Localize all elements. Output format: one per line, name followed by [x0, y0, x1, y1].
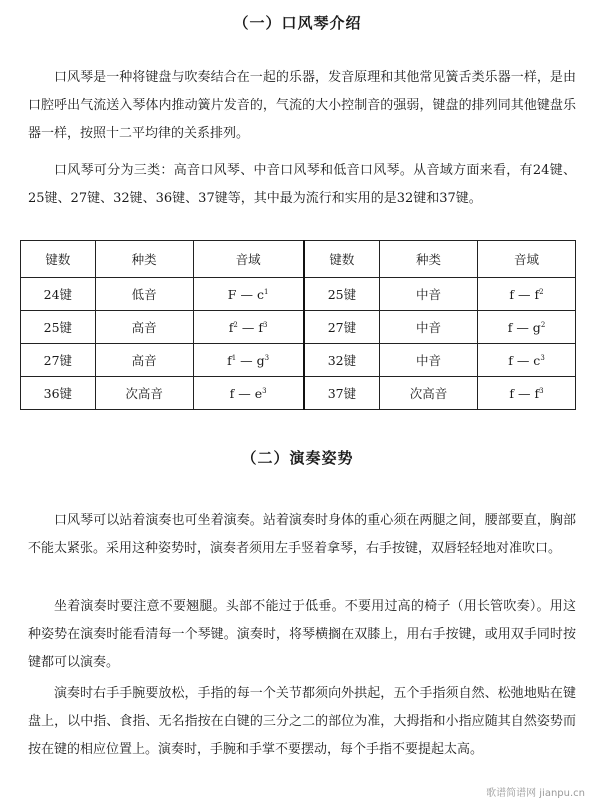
table-row	[21, 344, 576, 377]
type-cell: 次高音	[95, 377, 193, 410]
range-high-note: c	[533, 352, 541, 368]
table-header-cell: 键数	[304, 241, 380, 278]
range-high-octave: 3	[540, 353, 545, 362]
table-header-cell: 键数	[21, 241, 96, 278]
range-cell	[477, 344, 575, 377]
section-heading-intro: （一）口风琴介绍	[233, 14, 362, 32]
range-low-note: f	[508, 352, 513, 368]
key-count-cell: 27键	[304, 311, 380, 344]
paragraph-intro-2: 口风琴可分为三类：高音口风琴、中音口风琴和低音口风琴。从音域方面来看，有24键、25键、27键、32键、36键、37键等，其中最为流行和实用的是32键和37键。	[28, 163, 576, 206]
key-count-cell: 24键	[21, 278, 96, 311]
range-high-note: f	[258, 319, 263, 335]
table-header-cell: 种类	[95, 241, 193, 278]
range-low-note: F	[227, 286, 237, 302]
paragraph-posture-2: 坐着演奏时要注意不要翘腿。头部不能过于低垂。不要用过高的椅子（用长管吹奏）。用这种姿势在演奏时能看清每一个琴键。演奏时，将琴横搁在双膝上，用右手按键，或用双手同时按键都可以演奏。	[28, 599, 576, 670]
range-cell	[477, 311, 575, 344]
range-low-note: f	[509, 385, 515, 401]
range-high-octave: 2	[540, 320, 546, 329]
range-high-note: e	[254, 385, 263, 401]
key-count-cell: 25键	[21, 311, 96, 344]
range-dash: —	[514, 385, 535, 401]
range-low-octave: 1	[231, 353, 237, 362]
type-cell: 高音	[95, 311, 193, 344]
range-low-octave: 2	[233, 320, 238, 329]
key-count-cell: 27键	[21, 344, 96, 377]
range-dash: —	[512, 319, 533, 335]
range-dash: —	[236, 352, 257, 368]
range-low-note: f	[228, 319, 234, 335]
type-cell: 中音	[380, 344, 478, 377]
key-count-cell: 36键	[21, 377, 96, 410]
range-cell	[193, 311, 304, 344]
range-high-note: f	[534, 286, 540, 302]
range-high-octave: 2	[539, 287, 544, 296]
range-cell	[193, 377, 304, 410]
table-header-row	[21, 241, 576, 278]
range-dash: —	[514, 286, 535, 302]
range-high-note: c	[256, 286, 264, 302]
site-watermark: 歌谱简谱网 jianpu.cn	[486, 788, 585, 799]
table-row	[21, 311, 576, 344]
table-header-cell: 音域	[477, 241, 575, 278]
range-dash: —	[512, 352, 534, 368]
type-cell: 中音	[380, 311, 478, 344]
key-count-cell: 25键	[304, 278, 380, 311]
key-count-cell: 37键	[304, 377, 380, 410]
range-low-note: f	[509, 286, 515, 302]
range-cell	[193, 344, 304, 377]
range-high-note: g	[532, 319, 541, 335]
range-cell	[477, 377, 575, 410]
range-low-note: f	[229, 385, 235, 401]
table-row	[21, 377, 576, 410]
range-dash: —	[236, 286, 257, 302]
range-dash: —	[237, 319, 259, 335]
table-row	[21, 278, 576, 311]
type-cell: 低音	[95, 278, 193, 311]
range-cell	[477, 278, 575, 311]
type-cell: 次高音	[380, 377, 478, 410]
key-count-cell: 32键	[304, 344, 380, 377]
range-low-note: f	[507, 319, 513, 335]
type-cell: 中音	[380, 278, 478, 311]
table-header-cell: 种类	[380, 241, 478, 278]
table-header-cell: 音域	[193, 241, 304, 278]
paragraph-posture-3: 演奏时右手手腕要放松，手指的每一个关节都须向外拱起，五个手指须自然、松弛地贴在键盘上，以中指、食指、无名指按在白键的三分之二的部位为准，大拇指和小指应随其自然姿势而按在键的相应位置上。演奏时，手腕和手掌不要摆动，每个手指不要提起太高。	[28, 686, 576, 757]
key-range-table	[20, 240, 576, 410]
range-dash: —	[234, 385, 255, 401]
range-cell	[193, 278, 304, 311]
section-heading-posture: （二）演奏姿势	[241, 449, 354, 467]
range-high-octave: 3	[262, 320, 268, 329]
range-high-octave: 3	[262, 386, 267, 395]
range-high-note: g	[256, 352, 265, 368]
paragraph-intro-1: 口风琴是一种将键盘与吹奏结合在一起的乐器，发音原理和其他常见簧舌类乐器一样，是由口腔呼出气流送入琴体内推动簧片发音的，气流的大小控制音的强弱，键盘的排列同其他键盘乐器一样，按照十二平均律的关系排列。	[28, 70, 576, 141]
range-high-octave: 3	[539, 386, 544, 395]
range-low-note: f	[227, 352, 232, 368]
range-high-octave: 3	[264, 353, 270, 362]
range-high-octave: 1	[263, 287, 269, 296]
type-cell: 高音	[95, 344, 193, 377]
paragraph-posture-1: 口风琴可以站着演奏也可坐着演奏。站着演奏时身体的重心须在两腿之间，腰部要直，胸部不能太紧张。采用这种姿势时，演奏者须用左手竖着拿琴，右手按键，双唇轻轻地对准吹口。	[28, 513, 576, 556]
range-high-note: f	[534, 385, 540, 401]
